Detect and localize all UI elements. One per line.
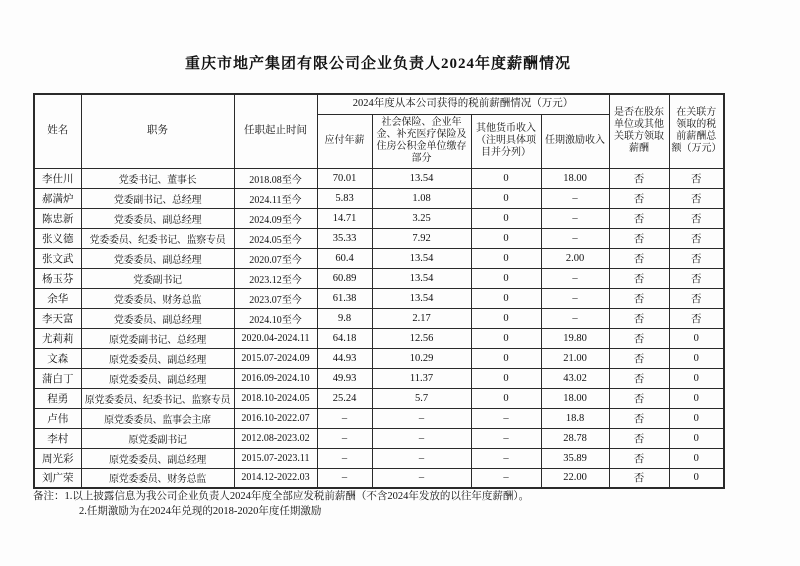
table-cell: 原党委副书记、总经理 (81, 328, 234, 348)
table-cell: 否 (609, 328, 669, 348)
table-cell: – (471, 428, 541, 448)
table-cell: 2024.10至今 (234, 308, 317, 328)
table-cell: 0 (471, 268, 541, 288)
table-cell: 0 (669, 328, 724, 348)
table-cell: 0 (471, 248, 541, 268)
table-cell: – (372, 428, 471, 448)
table-cell: 61.38 (317, 288, 372, 308)
table-cell: 0 (669, 388, 724, 408)
table-header (34, 94, 724, 168)
table-cell: 49.93 (317, 368, 372, 388)
table-cell: 李村 (34, 428, 81, 448)
table-cell: 5.83 (317, 188, 372, 208)
document-title: 重庆市地产集团有限公司企业负责人2024年度薪酬情况 (184, 56, 571, 72)
table-cell: 卢伟 (34, 408, 81, 428)
table-cell: 0 (471, 288, 541, 308)
table-cell: 2016.09-2024.10 (234, 368, 317, 388)
table-cell: 0 (471, 348, 541, 368)
table-cell: 13.54 (372, 268, 471, 288)
col-header-salary-group: 2024年度从本公司获得的税前薪酬情况（万元） (317, 94, 609, 114)
table-cell: 0 (471, 328, 541, 348)
table-cell: 0 (471, 388, 541, 408)
table-cell: 否 (609, 208, 669, 228)
table-cell: 2024.11至今 (234, 188, 317, 208)
table-cell: 22.00 (541, 468, 609, 488)
table-cell: 否 (609, 268, 669, 288)
table-cell: 10.29 (372, 348, 471, 368)
col-header-term-incentive: 任期激励收入 (541, 114, 609, 168)
table-cell: 2016.10-2022.07 (234, 408, 317, 428)
table-cell: – (471, 448, 541, 468)
table-cell: 原党委委员、纪委书记、监察专员 (81, 388, 234, 408)
table-cell: 党委委员、纪委书记、监察专员 (81, 228, 234, 248)
table-cell: 7.92 (372, 228, 471, 248)
table-cell: 2018.08至今 (234, 168, 317, 188)
table-cell: 18.8 (541, 408, 609, 428)
table-cell: 0 (471, 188, 541, 208)
table-row (34, 288, 724, 308)
table-cell: 2015.07-2023.11 (234, 448, 317, 468)
table-cell: 否 (609, 368, 669, 388)
table-cell: 0 (669, 368, 724, 388)
table-cell: – (372, 408, 471, 428)
table-cell: – (317, 448, 372, 468)
table-cell: 13.54 (372, 168, 471, 188)
table-cell: 原党委委员、副总经理 (81, 368, 234, 388)
table-cell: 9.8 (317, 308, 372, 328)
table-cell: – (471, 468, 541, 488)
table-cell: 35.89 (541, 448, 609, 468)
table-cell: 尤莉莉 (34, 328, 81, 348)
table-cell: 余华 (34, 288, 81, 308)
table-cell: 否 (669, 208, 724, 228)
table-row (34, 408, 724, 428)
table-cell: 党委委员、财务总监 (81, 288, 234, 308)
table-row (34, 348, 724, 368)
table-cell: 2018.10-2024.05 (234, 388, 317, 408)
table-cell: 13.54 (372, 288, 471, 308)
table-cell: 2023.07至今 (234, 288, 317, 308)
table-cell: 否 (609, 188, 669, 208)
table-cell: 0 (669, 448, 724, 468)
table-cell: 否 (609, 228, 669, 248)
table-row (34, 188, 724, 208)
table-cell: 否 (609, 468, 669, 488)
table-cell: 否 (609, 288, 669, 308)
table-cell: 原党委委员、监事会主席 (81, 408, 234, 428)
col-header-related-party-pay: 是否在股东单位或其他关联方领取薪酬 (609, 94, 669, 168)
table-row (34, 448, 724, 468)
table-cell: 2012.08-2023.02 (234, 428, 317, 448)
table-cell: – (541, 228, 609, 248)
table-cell: 否 (609, 428, 669, 448)
table-cell: 党委副书记 (81, 268, 234, 288)
col-header-position: 职务 (81, 94, 234, 168)
table-cell: 否 (669, 228, 724, 248)
col-header-annual-salary: 应付年薪 (317, 114, 372, 168)
table-row (34, 388, 724, 408)
table-row (34, 248, 724, 268)
table-cell: 2015.07-2024.09 (234, 348, 317, 368)
table-cell: 否 (609, 308, 669, 328)
table-cell: 原党委委员、财务总监 (81, 468, 234, 488)
table-cell: 党委书记、董事长 (81, 168, 234, 188)
table-cell: 否 (669, 188, 724, 208)
table-cell: 2023.12至今 (234, 268, 317, 288)
table-cell: 28.78 (541, 428, 609, 448)
table-cell: – (541, 308, 609, 328)
table-cell: 党委副书记、总经理 (81, 188, 234, 208)
table-cell: 李天富 (34, 308, 81, 328)
col-header-term: 任职起止时间 (234, 94, 317, 168)
table-cell: 14.71 (317, 208, 372, 228)
table-cell: 0 (471, 308, 541, 328)
table-cell: 党委委员、副总经理 (81, 308, 234, 328)
table-cell: 3.25 (372, 208, 471, 228)
table-cell: – (541, 208, 609, 228)
col-header-name: 姓名 (34, 94, 81, 168)
table-cell: 35.33 (317, 228, 372, 248)
header-row-group (34, 94, 724, 114)
table-cell: 0 (669, 408, 724, 428)
table-cell: 原党委委员、副总经理 (81, 348, 234, 368)
table-cell: 60.89 (317, 268, 372, 288)
table-cell: 否 (669, 288, 724, 308)
table-cell: 5.7 (372, 388, 471, 408)
table-cell: 0 (471, 228, 541, 248)
table-cell: 否 (609, 448, 669, 468)
table-row (34, 328, 724, 348)
col-header-other-income: 其他货币收入（注明具体项目并分列） (471, 114, 541, 168)
table-cell: – (372, 448, 471, 468)
col-header-related-party-total: 在关联方领取的税前薪酬总额（万元） (669, 94, 724, 168)
table-cell: 0 (471, 168, 541, 188)
table-cell: 程勇 (34, 388, 81, 408)
table-row (34, 368, 724, 388)
table-cell: 0 (471, 368, 541, 388)
table-body (34, 168, 724, 488)
table-cell: – (317, 468, 372, 488)
table-cell: 陈忠新 (34, 208, 81, 228)
table-cell: 25.24 (317, 388, 372, 408)
table-cell: 否 (609, 408, 669, 428)
table-cell: 党委委员、副总经理 (81, 208, 234, 228)
table-cell: 2.00 (541, 248, 609, 268)
table-cell: 2.17 (372, 308, 471, 328)
table-cell: 文森 (34, 348, 81, 368)
table-cell: 2020.04-2024.11 (234, 328, 317, 348)
table-cell: 张文武 (34, 248, 81, 268)
col-header-social-insurance: 社会保险、企业年金、补充医疗保险及住房公积金单位缴存部分 (372, 114, 471, 168)
table-cell: – (541, 268, 609, 288)
table-cell: – (317, 408, 372, 428)
table-cell: – (372, 468, 471, 488)
table-cell: 0 (669, 468, 724, 488)
table-cell: 杨玉芬 (34, 268, 81, 288)
table-cell: 0 (669, 348, 724, 368)
table-cell: – (471, 408, 541, 428)
table-row (34, 268, 724, 288)
table-cell: 11.37 (372, 368, 471, 388)
table-row (34, 428, 724, 448)
table-cell: 否 (669, 268, 724, 288)
table-cell: 张义德 (34, 228, 81, 248)
table-cell: 蒲白丁 (34, 368, 81, 388)
table-row (34, 308, 724, 328)
table-cell: 否 (609, 348, 669, 368)
table-cell: 70.01 (317, 168, 372, 188)
note-line-2: 2.任期激励为在2024年兑现的2018-2020年度任期激励 (79, 506, 322, 517)
table-cell: 18.00 (541, 388, 609, 408)
table-row (34, 468, 724, 488)
table-cell: 60.4 (317, 248, 372, 268)
table-cell: 2024.05至今 (234, 228, 317, 248)
table-cell: – (317, 428, 372, 448)
table-cell: 否 (669, 168, 724, 188)
table-cell: 否 (669, 308, 724, 328)
table-cell: 2024.09至今 (234, 208, 317, 228)
table-cell: 否 (669, 248, 724, 268)
table-row (34, 208, 724, 228)
table-cell: 否 (609, 168, 669, 188)
table-cell: 2020.07至今 (234, 248, 317, 268)
table-cell: 李仕川 (34, 168, 81, 188)
table-row (34, 168, 724, 188)
table-cell: 0 (471, 208, 541, 228)
table-cell: 否 (609, 388, 669, 408)
note-line-1: 备注：1.以上披露信息为我公司企业负责人2024年度全部应发税前薪酬（不含2024年发放的以往年度薪酬）。 (33, 491, 530, 502)
table-cell: 党委委员、副总经理 (81, 248, 234, 268)
table-cell: 2014.12-2022.03 (234, 468, 317, 488)
table-cell: 原党委副书记 (81, 428, 234, 448)
table-row (34, 228, 724, 248)
table-cell: – (541, 188, 609, 208)
table-cell: 12.56 (372, 328, 471, 348)
table-cell: 44.93 (317, 348, 372, 368)
table-cell: 0 (669, 428, 724, 448)
notes (33, 489, 753, 519)
table-cell: 18.00 (541, 168, 609, 188)
table-cell: 1.08 (372, 188, 471, 208)
table-cell: 郝满炉 (34, 188, 81, 208)
table-cell: – (541, 288, 609, 308)
table-cell: 19.80 (541, 328, 609, 348)
table-cell: 刘广荣 (34, 468, 81, 488)
table-cell: 周光彩 (34, 448, 81, 468)
table-cell: 原党委委员、副总经理 (81, 448, 234, 468)
table-cell: 13.54 (372, 248, 471, 268)
table-cell: 否 (609, 248, 669, 268)
table-cell: 43.02 (541, 368, 609, 388)
table-cell: 64.18 (317, 328, 372, 348)
table-cell: 21.00 (541, 348, 609, 368)
salary-table (33, 93, 725, 489)
